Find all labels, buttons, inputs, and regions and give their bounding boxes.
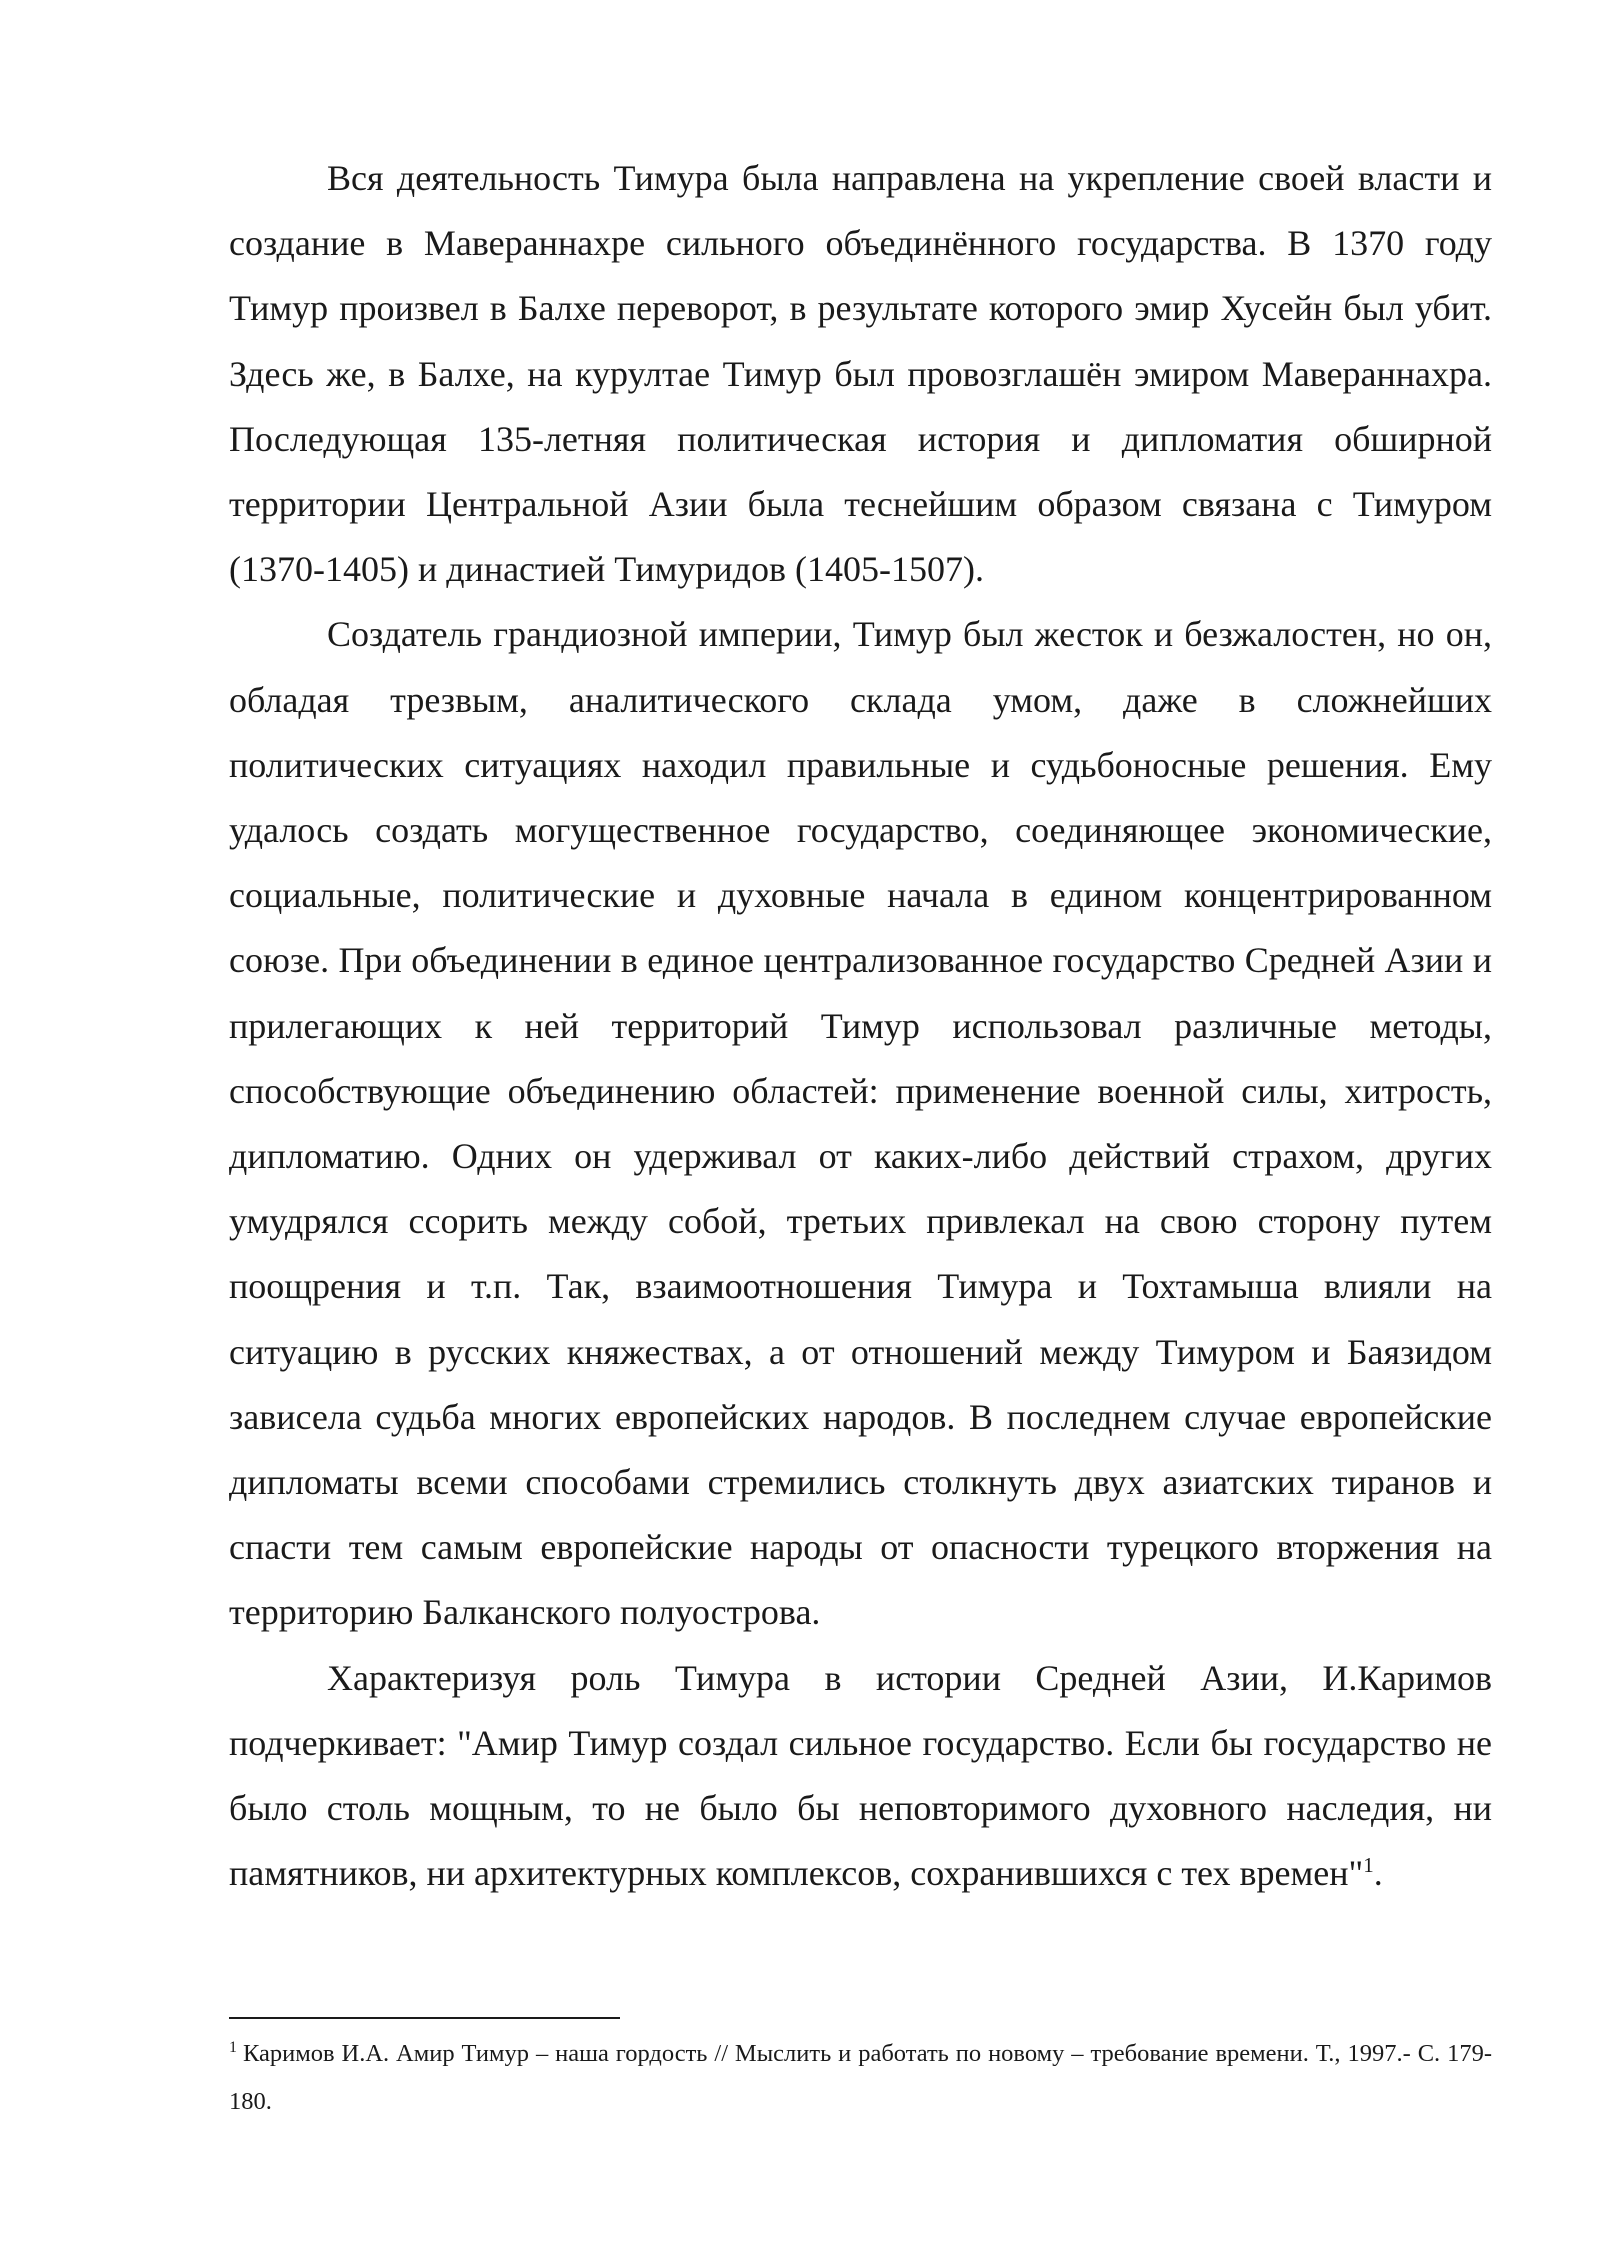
paragraph-2-text: Создатель грандиозной империи, Тимур был жесток и безжалостен, но он, обладая трезвым, аналитического склада умом, даже в сложнейших политических ситуациях находил правильные и судьбоносные решения. Ему удалось создать могущественное государство, соединяющее экономические, социальные, политические и духовные начала в едином концентрированном союзе. При объединении в единое централизованное государство Средней Азии и прилегающих к ней территорий Тимур использовал различные методы, способствующие объединению областей: применение военной силы, хитрость, дипломатию. Одних он удерживал от каких-либо действий страхом, других умудрялся ссорить между собой, третьих привлекал на свою сторону путем поощрения и т.п. Так, взаимоотношения Тимура и Тохтамыша влияли на ситуацию в русских княжествах, а от отношений между Тимуром и Баязидом зависела судьба многих европейских народов. В последнем случае европейские дипломаты всеми способами стремились столкнуть двух азиатских тиранов и спасти тем самым европейские народы от опасности турецкого вторжения на территорию Балканского полуострова. [229,614,1492,1633]
footnote [229,2030,1492,2126]
footnote-reference[interactable]: 1 [1363,1853,1374,1878]
paragraph-2 [229,602,1492,1645]
paragraph-3 [229,1646,1492,1907]
paragraph-3-text: Характеризуя роль Тимура в истории Средней Азии, И.Каримов подчеркивает: "Амир Тимур создал сильное государство. Если бы государство не было столь мощным, то не было бы неповторимого духовного наследия, ни памятников, ни архитектурных комплексов, сохранившихся с тех времен" [229,1657,1492,1894]
footnote-number: 1 [229,2038,237,2056]
body-text [229,146,1492,1906]
footnote-text: Каримов И.А. Амир Тимур – наша гордость // Мыслить и работать по новому – требование времени. Т., 1997.- С. 179-180. [229,2040,1492,2115]
paragraph-1-text: Вся деятельность Тимура была направлена на укрепление своей власти и создание в Мавераннахре сильного объединённого государства. В 1370 году Тимур произвел в Балхе переворот, в результате которого эмир Хусейн был убит. Здесь же, в Балхе, на курултае Тимур был провозглашён эмиром Мавераннахра. Последующая 135-летняя политическая история и дипломатия обширной территории Центральной Азии была теснейшим образом связана с Тимуром (1370-1405) и династией Тимуридов (1405-1507). [229,158,1492,590]
paragraph-3-end: . [1373,1853,1383,1894]
footnote-separator [229,2017,620,2019]
paragraph-1 [229,146,1492,602]
